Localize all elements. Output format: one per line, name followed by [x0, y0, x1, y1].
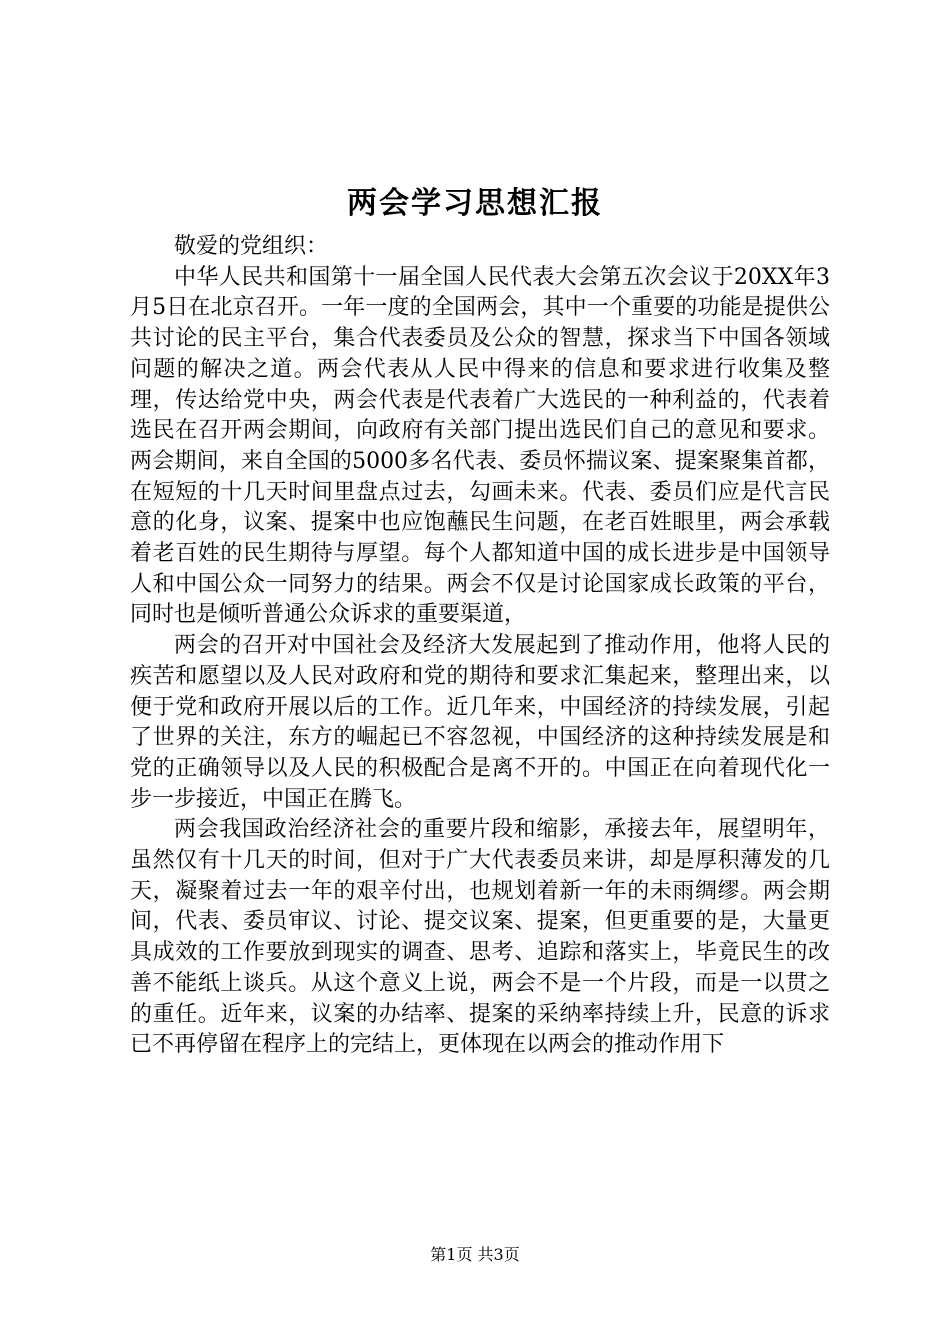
paragraph-3: 两会我国政治经济社会的重要片段和缩影，承接去年，展望明年，虽然仅有十几天的时间，但对于广大代表委员来讲，却是厚积薄发的几天，凝聚着过去一年的艰辛付出，也规划着新一年的未雨绸缪。两会期间，代表、委员审议、讨论、提交议案、提案，但更重要的是，大量更具成效的工作要放到现实的调查、思考、追踪和落实上，毕竟民生的改善不能纸上谈兵。从这个意义上说，两会不是一个片段，而是一以贯之的重任。近年来，议案的办结率、提案的采纳率持续上升，民意的诉求已不再停留在程序上的完结上，更体现在以两会的推动作用下: [130, 817, 830, 1058]
document-body: [130, 232, 830, 1061]
salutation: 敬爱的党组织：: [174, 234, 329, 259]
document-title: 两会学习思想汇报: [347, 186, 603, 221]
paragraph-2: 两会的召开对中国社会及经济大发展起到了推动作用，他将人民的疾苦和愿望以及人民对政府和党的期待和要求汇集起来，整理出来，以便于党和政府开展以后的工作。近几年来，中国经济的持续发展，引起了世界的关注，东方的崛起已不容忽视，中国经济的这种持续发展是和党的正确领导以及人民的积极配合是离不开的。中国正在向着现代化一步一步接近，中国正在腾飞。: [130, 633, 830, 812]
paragraph-1: 中华人民共和国第十一届全国人民代表大会第五次会议于20XX年3月5日在北京召开。一年一度的全国两会，其中一个重要的功能是提供公共讨论的民主平台，集合代表委员及公众的智慧，探求当下中国各领域问题的解决之道。两会代表从人民中得来的信息和要求进行收集及整理，传达给党中央，两会代表是代表着广大选民的一种利益的，代表着选民在召开两会期间，向政府有关部门提出选民们自己的意见和要求。两会期间，来自全国的5000多名代表、委员怀揣议案、提案聚集首都，在短短的十几天时间里盘点过去，勾画未来。代表、委员们应是代言民意的化身，议案、提案中也应饱蘸民生问题，在老百姓眼里，两会承载着老百姓的民生期待与厚望。每个人都知道中国的成长进步是中国领导人和中国公众一同努力的结果。两会不仅是讨论国家成长政策的平台，同时也是倾听普通公众诉求的重要渠道，: [130, 264, 830, 628]
page-footer: 第1页 共3页: [430, 1245, 520, 1264]
